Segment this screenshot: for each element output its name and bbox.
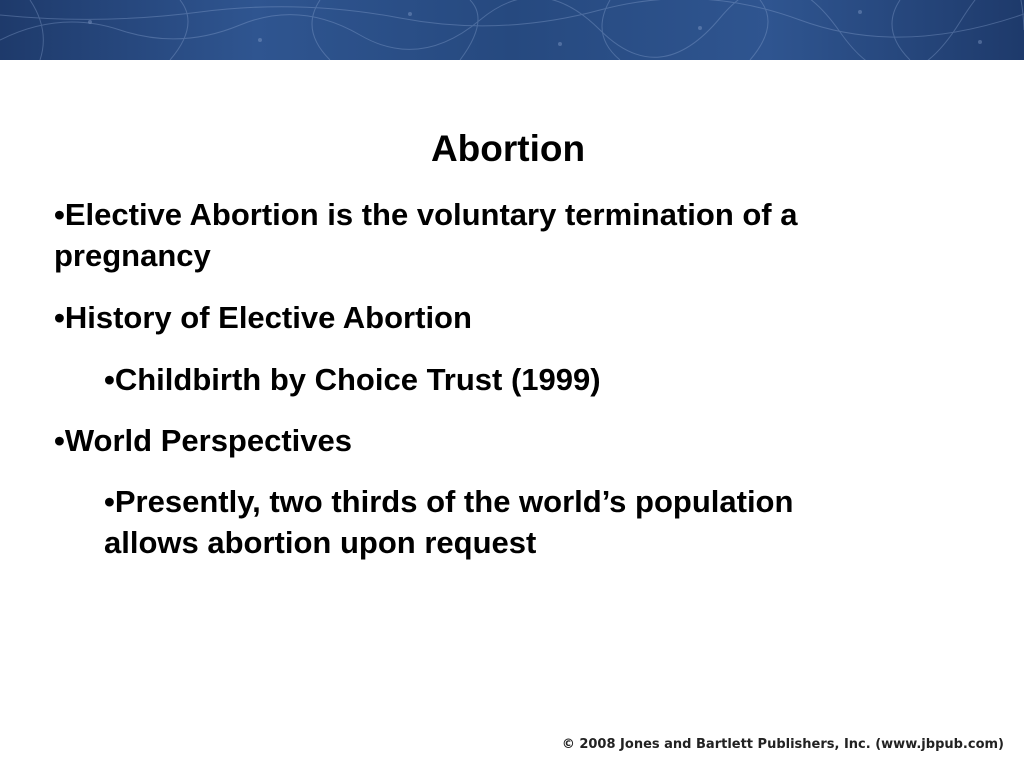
copyright-footer: © 2008 Jones and Bartlett Publishers, Inc. (www.jbpub.com): [561, 737, 1004, 752]
map-texture-decoration: [0, 0, 1024, 60]
header-banner: [0, 0, 1024, 60]
sub-bullet-childbirth-by-choice: •Childbirth by Choice Trust (1999): [104, 362, 601, 397]
sub-bullet-two-thirds: •Presently, two thirds of the world’s population allows abortion upon request: [104, 484, 794, 560]
bullet-world-perspectives: •World Perspectives: [54, 423, 353, 458]
bullet-elective-abortion: •Elective Abortion is the voluntary termination of a pregnancy: [54, 197, 798, 273]
slide-title: Abortion: [430, 128, 586, 169]
bullet-history: •History of Elective Abortion: [54, 300, 472, 335]
